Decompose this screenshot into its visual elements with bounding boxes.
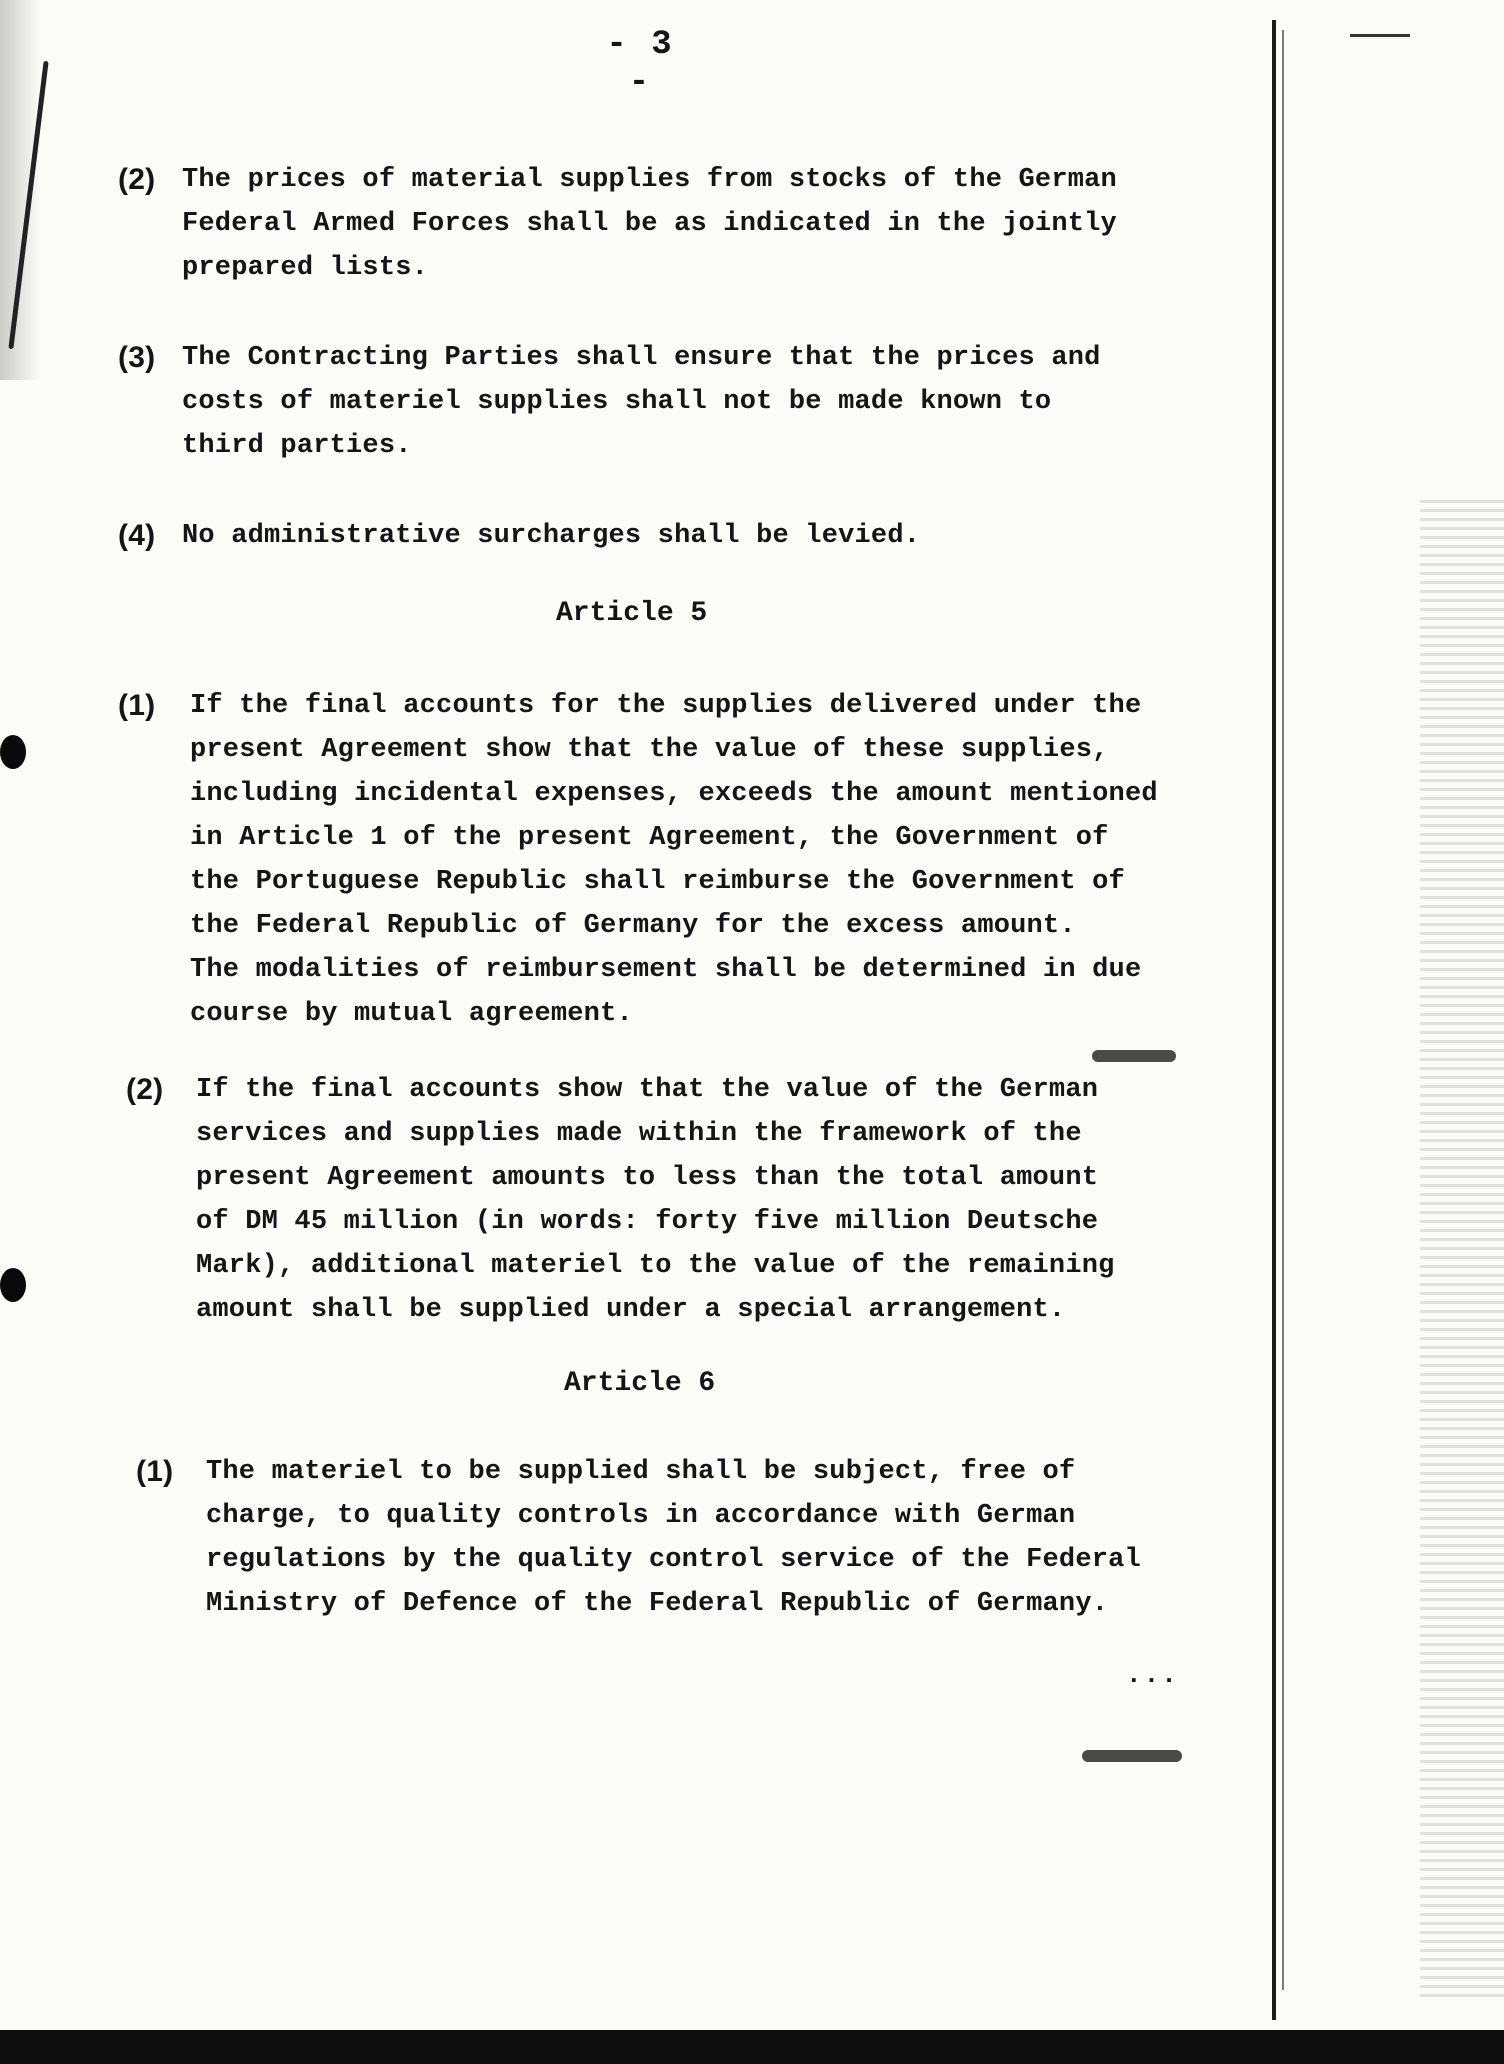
paragraph-line: The materiel to be supplied shall be subject, free of: [206, 1457, 1076, 1487]
paragraph-line: The Contracting Parties shall ensure that the prices and: [182, 343, 1101, 373]
paragraph-line: services and supplies made within the framework of the: [196, 1119, 1082, 1149]
paragraph-line: third parties.: [182, 431, 412, 461]
paragraph-line: present Agreement show that the value of these supplies,: [190, 735, 1109, 765]
paragraph-2: [118, 158, 1268, 290]
paragraph-line: charge, to quality controls in accordance with German: [206, 1501, 1076, 1531]
scan-smudge: [1092, 1050, 1176, 1062]
page-number: - 3 -: [606, 26, 674, 102]
paragraph-line: The modalities of reimbursement shall be determined in due: [190, 955, 1142, 985]
margin-rule-secondary: [1282, 30, 1284, 1990]
paragraph-line: including incidental expenses, exceeds the amount mentioned: [190, 779, 1158, 809]
paragraph-line: regulations by the quality control service of the Federal: [206, 1545, 1141, 1575]
paragraph-line: The prices of material supplies from stocks of the German: [182, 165, 1117, 195]
paragraph-line: the Portuguese Republic shall reimburse the Government of: [190, 867, 1125, 897]
paragraph-line: amount shall be supplied under a special arrangement.: [196, 1295, 1066, 1325]
article-5-paragraph-2: [126, 1068, 1266, 1332]
paragraph-line: prepared lists.: [182, 253, 429, 283]
continuation-marker: ...: [1126, 1660, 1179, 1690]
article-6-heading: Article 6: [564, 1368, 716, 1399]
paragraph-line: the Federal Republic of Germany for the excess amount.: [190, 911, 1076, 941]
punch-hole-upper: [0, 735, 26, 769]
article-6-paragraph-1: [136, 1450, 1266, 1626]
scan-edge-shadow: [0, 0, 40, 380]
paragraph-line: Mark), additional materiel to the value of the remaining: [196, 1251, 1115, 1281]
paragraph-number: (3): [118, 341, 156, 374]
paragraph-line: present Agreement amounts to less than the total amount: [196, 1163, 1099, 1193]
paragraph-4: [118, 514, 1268, 558]
paragraph-line: Ministry of Defence of the Federal Republic of Germany.: [206, 1589, 1109, 1619]
paragraph-line: Federal Armed Forces shall be as indicated in the jointly: [182, 209, 1117, 239]
paragraph-line: If the final accounts show that the value of the German: [196, 1075, 1099, 1105]
paragraph-line: No administrative surcharges shall be levied.: [182, 521, 921, 551]
paragraph-number: (4): [118, 519, 156, 552]
paragraph-line: If the final accounts for the supplies delivered under the: [190, 691, 1142, 721]
scan-bottom-edge: [0, 2030, 1504, 2064]
paragraph-line: of DM 45 million (in words: forty five million Deutsche: [196, 1207, 1099, 1237]
scan-smudge: [1082, 1750, 1182, 1762]
paragraph-number: (1): [136, 1455, 174, 1488]
paragraph-line: in Article 1 of the present Agreement, the Government of: [190, 823, 1109, 853]
paragraph-line: costs of materiel supplies shall not be made known to: [182, 387, 1052, 417]
article-5-paragraph-1: [118, 684, 1268, 1036]
punch-hole-lower: [0, 1268, 26, 1302]
margin-rule: [1272, 20, 1276, 2020]
scan-top-dash: [1350, 34, 1410, 37]
paragraph-3: [118, 336, 1268, 468]
paragraph-number: (1): [118, 689, 156, 722]
paragraph-number: (2): [118, 163, 156, 196]
scan-noise-right: [1420, 500, 1504, 2000]
article-5-heading: Article 5: [556, 598, 708, 629]
paragraph-number: (2): [126, 1073, 164, 1106]
paragraph-line: course by mutual agreement.: [190, 999, 633, 1029]
